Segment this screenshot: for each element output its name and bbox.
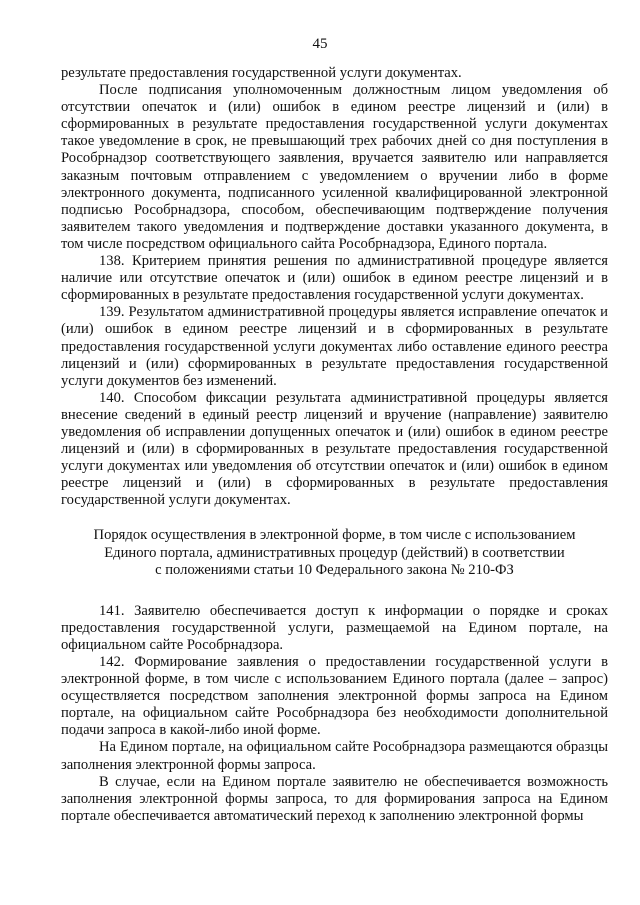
paragraph-140: 140. Способом фиксации результата административной процедуры является внесение сведений в единый реестр лицензий и вручение (направление) заявителю уведомления об исправлении допущенных опечаток и (или) ошибок в едином реестре лицензий и (или) в сформированных в результате предоставления государственной услуги документах или уведомления об отсутствии опечаток и (или) ошибок в едином реестре лицензий и (или) в сформированных в результате предоставления государственной услуги документах.: [61, 389, 608, 509]
paragraph-138: 138. Критерием принятия решения по административной процедуре является наличие или отсутствие опечаток и (или) ошибок в едином реестре лицензий и в сформированных в результате предоставления государственной услуги документах.: [61, 253, 608, 304]
section-heading-line: с положениями статьи 10 Федерального закона № 210-ФЗ: [155, 561, 514, 578]
paragraph-notification: После подписания уполномоченным должностным лицом уведомления об отсутствии опечаток и (или) ошибок в едином реестре лицензий и (или) в сформированных в результате предоставления государственной услуги документах такое уведомление в срок, не превышающий трех рабочих дней со дня поступления в Рособрнадзор соответствующего заявления, вручается заявителю или направляется заказным почтовым отправлением с уведомлением о вручении либо в форме электронного документа, подписанного усиленной квалифицированной электронной подписью Рособрнадзора, способом, обеспечивающим подтверждение получения заявителем такого уведомления и подтверждение доставки указанного документа, в том числе посредством официального сайта Рособрнадзора, Единого портала.: [61, 82, 608, 252]
page-number: 45: [312, 36, 328, 52]
paragraph-auto-transition: В случае, если на Едином портале заявителю не обеспечивается возможность заполнения электронной формы запроса, то для формирования запроса на Едином портале обеспечивается автоматический переход к заполнению электронной формы: [61, 773, 608, 824]
paragraph-139: 139. Результатом административной процедуры является исправление опечаток и (или) ошибок в едином реестре лицензий и в сформированных в результате предоставления государственной услуги документах либо оставление единого реестра лицензий и (или) сформированных в результате предоставления государственной услуги документов без изменений.: [61, 304, 608, 389]
paragraph-142: 142. Формирование заявления о предоставлении государственной услуги в электронной форме, в том числе с использованием Единого портала (далее – запрос) осуществляется посредством заполнения электронной формы запроса на Едином портале, на официальном сайте Рособрнадзора без необходимости дополнительной подачи запроса в какой-либо иной форме.: [61, 654, 608, 739]
section-heading: [61, 527, 608, 578]
document-body: [61, 65, 608, 825]
paragraph-141: 141. Заявителю обеспечивается доступ к информации о порядке и сроках предоставления государственной услуги, размещаемой на Едином портале, на официальном сайте Рособрнадзора.: [61, 602, 608, 653]
paragraph-samples: На Едином портале, на официальном сайте Рособрнадзора размещаются образцы заполнения электронной формы запроса.: [61, 739, 608, 773]
section-heading-line: Порядок осуществления в электронной форме, в том числе с использованием: [93, 527, 576, 544]
section-heading-line: Единого портала, административных процедур (действий) в соответствии: [104, 544, 565, 561]
paragraph-continuation: результате предоставления государственной услуги документах.: [61, 65, 462, 81]
